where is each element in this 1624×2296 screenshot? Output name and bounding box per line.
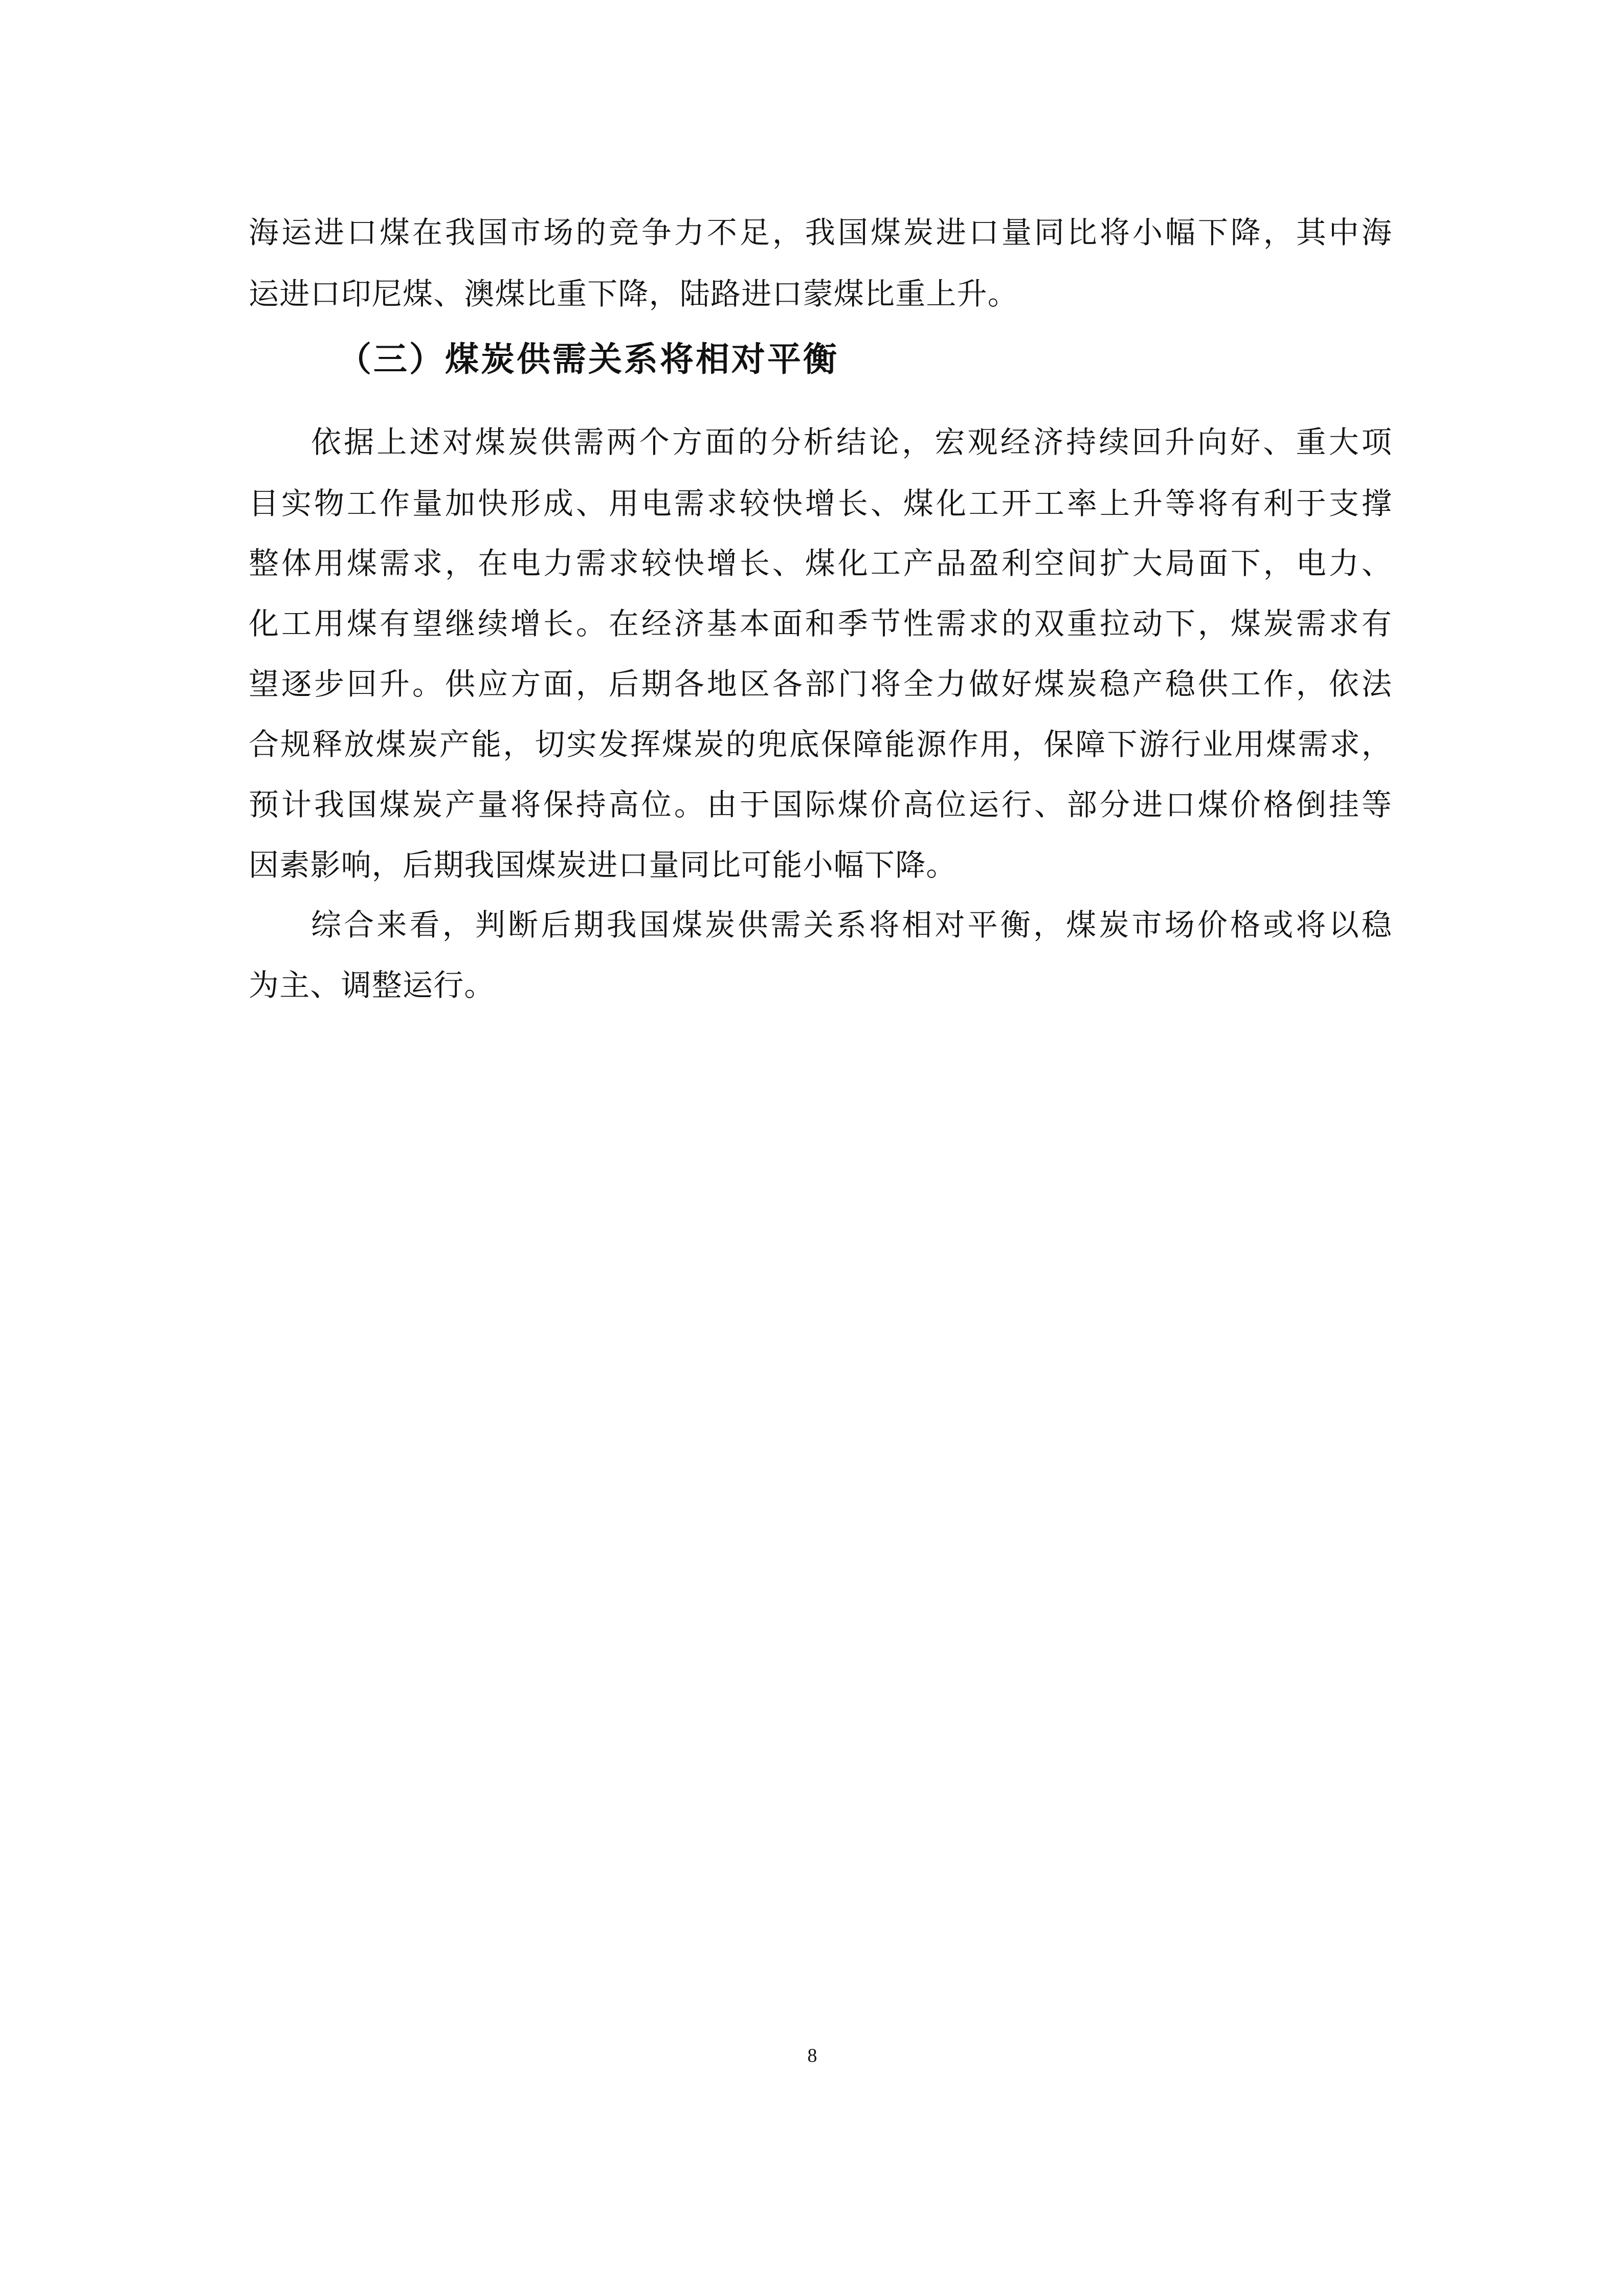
continuation-line-2: 运进口印尼煤、澳煤比重下降，陆路进口蒙煤比重上升。 (249, 276, 1019, 311)
section-heading: （三）煤炭供需关系将相对平衡 (338, 340, 839, 379)
paragraph-1-line-5: 望逐步回升。供应方面，后期各地区各部门将全力做好煤炭稳产稳供工作，依法 (249, 666, 1392, 702)
continuation-line-1: 海运进口煤在我国市场的竞争力不足，我国煤炭进口量同比将小幅下降，其中海 (249, 215, 1392, 250)
paragraph-2-line-2: 为主、调整运行。 (249, 967, 495, 1003)
paragraph-2-line-1: 综合来看，判断后期我国煤炭供需关系将相对平衡，煤炭市场价格或将以稳 (311, 907, 1392, 942)
paragraph-1-line-2: 目实物工作量加快形成、用电需求较快增长、煤化工开工率上升等将有利于支撑 (249, 486, 1392, 521)
paragraph-1-line-6: 合规释放煤炭产能，切实发挥煤炭的兜底保障能源作用，保障下游行业用煤需求， (249, 727, 1392, 762)
paragraph-1-line-8: 因素影响，后期我国煤炭进口量同比可能小幅下降。 (249, 847, 957, 883)
paragraph-1-line-7: 预计我国煤炭产量将保持高位。由于国际煤价高位运行、部分进口煤价格倒挂等 (249, 787, 1392, 822)
paragraph-1-line-1: 依据上述对煤炭供需两个方面的分析结论，宏观经济持续回升向好、重大项 (311, 424, 1392, 460)
page-number: 8 (807, 2045, 817, 2066)
paragraph-1-line-3: 整体用煤需求，在电力需求较快增长、煤化工产品盈利空间扩大局面下，电力、 (249, 546, 1392, 581)
paragraph-1-line-4: 化工用煤有望继续增长。在经济基本面和季节性需求的双重拉动下，煤炭需求有 (249, 606, 1392, 641)
